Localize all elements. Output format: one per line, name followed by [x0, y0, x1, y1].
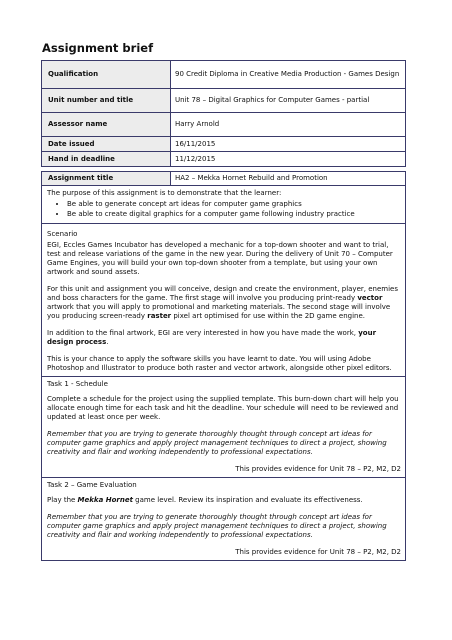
purpose-intro: The purpose of this assignment is to demonstrate that the learner: — [47, 189, 282, 197]
info-row-unit — [42, 89, 406, 113]
vector-emphasis: vector — [357, 294, 383, 302]
scenario-section — [42, 224, 406, 377]
info-label: Date issued — [42, 137, 171, 152]
task2-body: Play the Mekka Hornet game level. Review its inspiration and evaluate its effectiveness. — [47, 496, 363, 504]
page-title: Assignment brief — [42, 41, 154, 55]
scenario-paragraph: In addition to the final artwork, EGI are very interested in how you have made the work, your design process. — [47, 329, 377, 346]
purpose-section — [42, 186, 406, 224]
scenario-paragraph: For this unit and assignment you will conceive, design and create the environment, player, enemies and boss characters for the game. The first stage will involve you producing print-ready vector artwork that you will apply to promotional and marketing materials. The second stage will involve you producing screen-ready raster pixel art optimised for use within the 2D game engine. — [47, 285, 398, 320]
info-value: Harry Arnold — [171, 113, 406, 137]
game-name-emphasis: Mekka Hornet — [77, 496, 133, 504]
info-row-deadline — [42, 152, 406, 167]
info-value: 16/11/2015 — [171, 137, 406, 152]
assignment-table — [41, 171, 406, 561]
purpose-bullet: • Be able to generate concept art ideas for computer game graphics — [67, 200, 401, 209]
info-label: Hand in deadline — [42, 152, 171, 167]
info-row-assessor — [42, 113, 406, 137]
scenario-title: Scenario — [47, 230, 78, 238]
task1-body: Complete a schedule for the project using the supplied template. This burn-down chart will help you allocate enough time for each task and hit the deadline. Your schedule will need to be reviewed and updated at least once per week. — [47, 395, 399, 421]
info-label: Assessor name — [42, 113, 171, 137]
info-row-date-issued — [42, 137, 406, 152]
info-value: 11/12/2015 — [171, 152, 406, 167]
task1-evidence: This provides evidence for Unit 78 – P2, M2, D2 — [235, 465, 401, 473]
info-label: Qualification — [42, 61, 171, 89]
scenario-paragraph: This is your chance to apply the software skills you have learnt to date. You will using Adobe Photoshop and Illustrator to produce both raster and vector artwork, alongside other pixel editors. — [47, 355, 392, 372]
assignment-title-row — [42, 172, 406, 186]
task2-section — [42, 478, 406, 561]
info-label: Unit number and title — [42, 89, 171, 113]
task1-title: Task 1 - Schedule — [47, 380, 108, 388]
info-value: 90 Credit Diploma in Creative Media Production - Games Design — [171, 61, 406, 89]
info-value: Unit 78 – Digital Graphics for Computer Games - partial — [171, 89, 406, 113]
task2-evidence: This provides evidence for Unit 78 – P2, M2, D2 — [235, 548, 401, 556]
info-table — [41, 60, 406, 167]
info-row-qualification — [42, 61, 406, 89]
task2-note: Remember that you are trying to generate thoroughly thought through concept art ideas for computer game graphics and apply project management techniques to direct a project, showing creativity and flair and working independently to professional expectations. — [47, 513, 387, 539]
assignment-title-label: Assignment title — [42, 172, 171, 186]
task1-note: Remember that you are trying to generate thoroughly thought through concept art ideas for computer game graphics and apply project management techniques to direct a project, showing creativity and flair and working independently to professional expectations. — [47, 430, 387, 456]
assignment-title-value: HA2 – Mekka Hornet Rebuild and Promotion — [171, 172, 406, 186]
task1-section — [42, 377, 406, 478]
purpose-bullet: • Be able to create digital graphics for a computer game following industry practice — [67, 210, 401, 219]
scenario-paragraph: EGI, Eccles Games Incubator has developed a mechanic for a top-down shooter and want to trial, test and release variations of the game in the new year. During the delivery of Unit 70 – Computer Game Engines, you will build your own top-down shooter from a template, but using your own artwork and sound assets. — [47, 241, 393, 276]
purpose-list — [47, 200, 401, 219]
raster-emphasis: raster — [147, 312, 172, 320]
design-process-emphasis: your design process — [47, 329, 377, 346]
task2-title: Task 2 – Game Evaluation — [47, 481, 137, 489]
